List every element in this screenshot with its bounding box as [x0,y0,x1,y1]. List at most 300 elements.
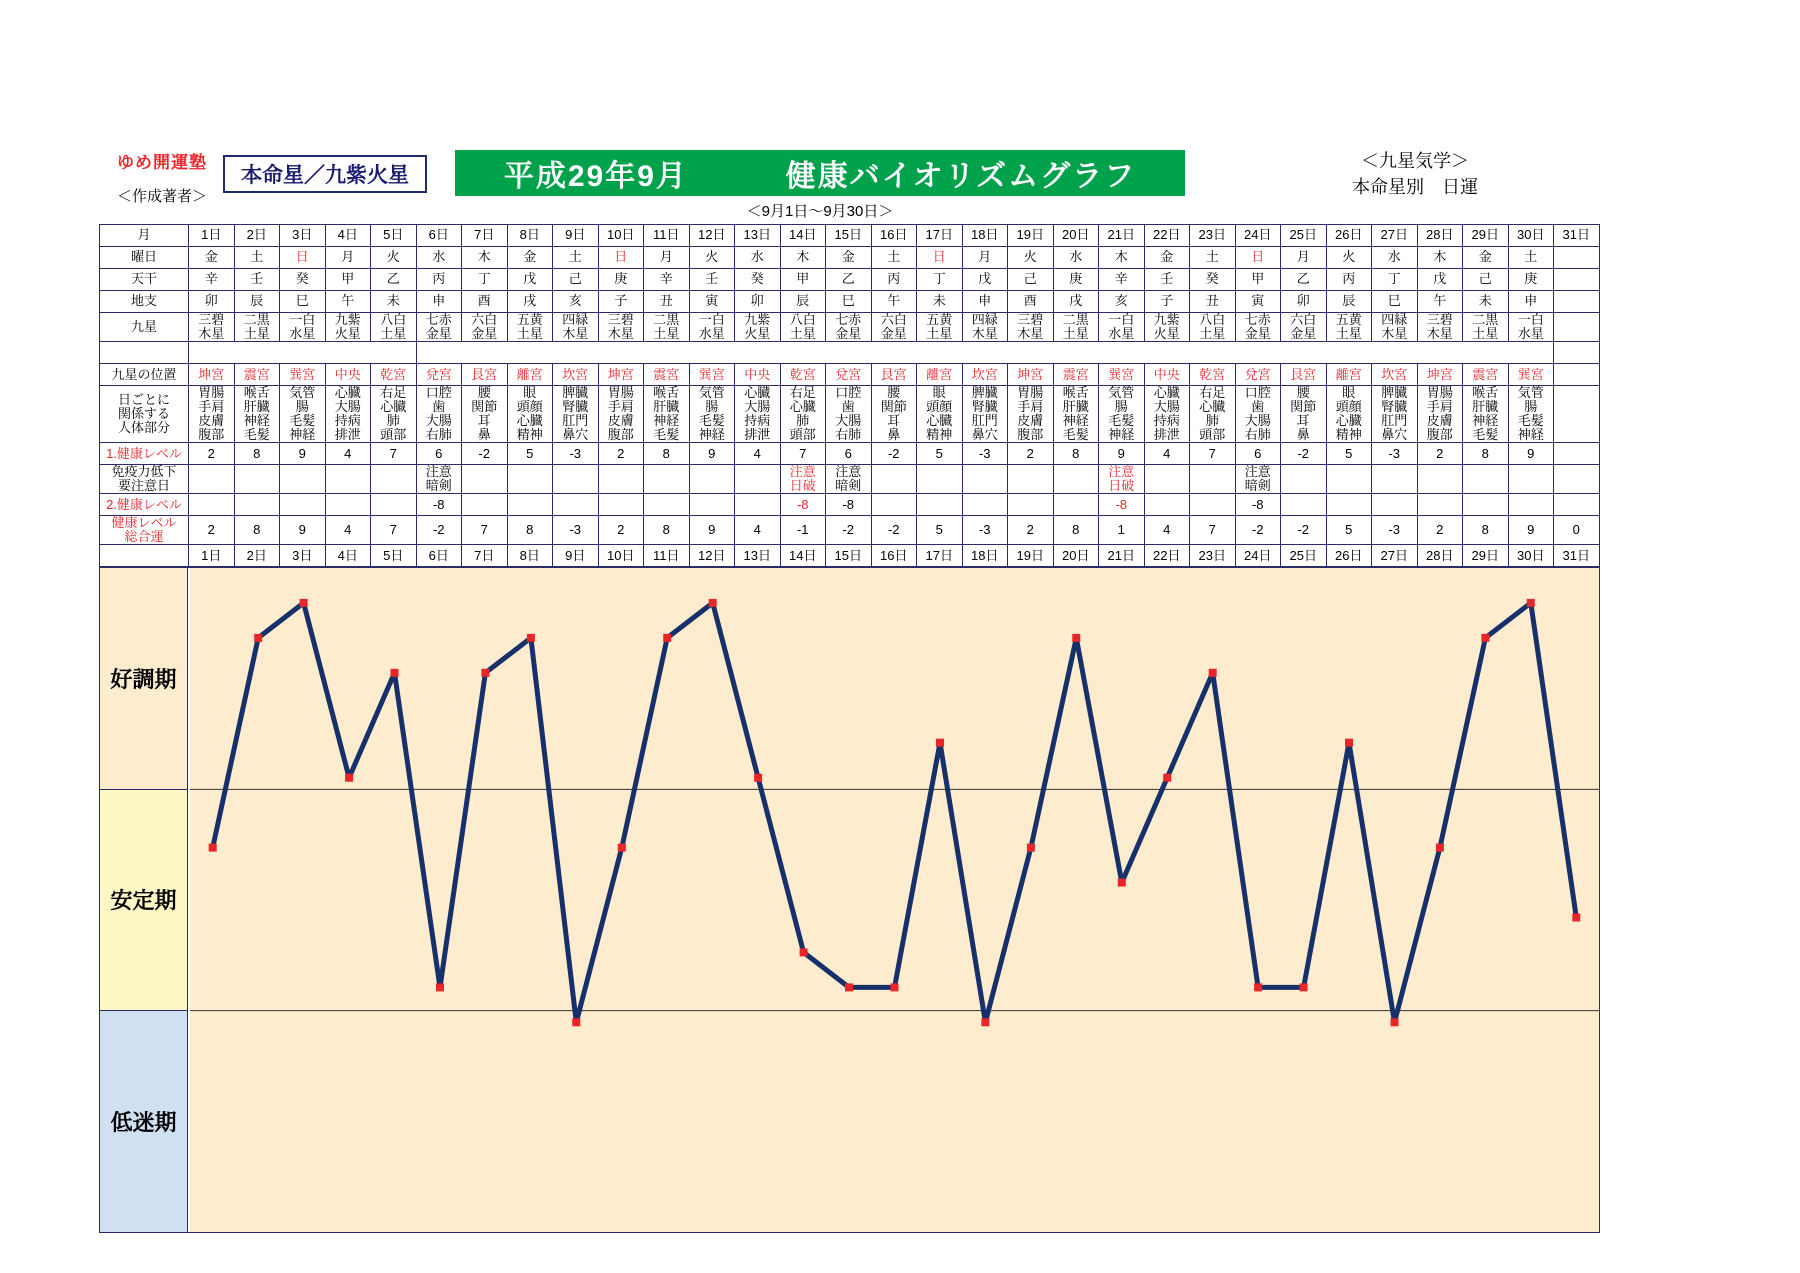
day-header: 1日 [189,225,235,247]
row-level1 [100,443,1600,465]
body-part-cell: 右足 心臓 肺 頭部 [780,386,826,443]
kyusei-cell: 二黒 土星 [1463,313,1509,342]
day-strip-cell: 9日 [553,545,599,567]
level1-cell: 8 [644,443,690,465]
chishi-cell: 午 [871,291,917,313]
day-header: 12日 [689,225,735,247]
weekday-cell: 木 [1099,247,1145,269]
tenkan-cell: 乙 [371,269,417,291]
level2-cell [462,494,508,516]
warning-cell [1144,465,1190,494]
kyusei-cell: 四緑 木星 [553,313,599,342]
level1-cell: 8 [1053,443,1099,465]
chart-point [1481,634,1489,642]
position-cell [1554,364,1600,386]
row-chishi-label: 地支 [100,291,189,313]
weekday-cell: 日 [917,247,963,269]
kyusei-cell: 一白 水星 [1508,313,1554,342]
warning-cell [280,465,326,494]
total-cell: 4 [1144,516,1190,545]
row-position [100,364,1600,386]
chart-point [345,774,353,782]
body-part-cell: 眼 頭顔 心臓 精神 [917,386,963,443]
day-header: 14日 [780,225,826,247]
row-kyusei-label: 九星 [100,313,189,342]
kyusei-cell: 二黒 土星 [1053,313,1099,342]
body-part-cell: 気管 腸 毛髪 神経 [1508,386,1554,443]
warning-cell [917,465,963,494]
day-strip-cell: 10日 [598,545,644,567]
day-strip-cell: 29日 [1463,545,1509,567]
level1-cell [1554,443,1600,465]
level2-cell [1554,494,1600,516]
level1-cell: 8 [1463,443,1509,465]
legend-note [416,342,1554,364]
level1-cell: 4 [325,443,371,465]
day-strip-cell: 2日 [234,545,280,567]
level1-cell: 7 [371,443,417,465]
day-strip-cell: 17日 [917,545,963,567]
total-cell: 8 [1053,516,1099,545]
warning-cell [1508,465,1554,494]
position-cell: 巽宮 [689,364,735,386]
kyusei-cell: 三碧 木星 [598,313,644,342]
total-cell: -1 [780,516,826,545]
total-cell: -2 [416,516,462,545]
tenkan-cell: 己 [1008,269,1054,291]
total-cell: 8 [507,516,553,545]
tenkan-cell: 庚 [1508,269,1554,291]
kyusei-cell: 六白 金星 [1281,313,1327,342]
weekday-cell: 水 [735,247,781,269]
warning-cell [1372,465,1418,494]
chart-point [527,634,535,642]
position-cell: 乾宮 [1190,364,1236,386]
kyusei-cell: 三碧 木星 [1417,313,1463,342]
total-cell: -3 [553,516,599,545]
day-header: 16日 [871,225,917,247]
day-header: 20日 [1053,225,1099,247]
weekday-cell: 木 [462,247,508,269]
row-tenkan [100,269,1600,291]
chart-point [1300,984,1308,992]
position-cell: 巽宮 [1508,364,1554,386]
weekday-cell: 火 [1326,247,1372,269]
chart-point [1254,984,1262,992]
total-cell: -2 [826,516,872,545]
body-part-cell [1554,386,1600,443]
weekday-cell: 水 [1372,247,1418,269]
level2-cell [1326,494,1372,516]
position-cell: 離宮 [1326,364,1372,386]
weekday-cell: 金 [507,247,553,269]
chart-point [754,774,762,782]
level2-cell [644,494,690,516]
row-level2-label: 2.健康レベル [100,494,189,516]
chishi-cell: 辰 [780,291,826,313]
level2-cell [917,494,963,516]
total-cell: 9 [689,516,735,545]
day-header: 2日 [234,225,280,247]
day-header: 18日 [962,225,1008,247]
chart-point [1163,774,1171,782]
warning-cell [689,465,735,494]
position-cell: 中央 [1144,364,1190,386]
chishi-cell: 丑 [1190,291,1236,313]
body-part-cell: 胃腸 手肩 皮膚 腹部 [189,386,235,443]
position-cell: 坎宮 [1372,364,1418,386]
day-strip-cell: 12日 [689,545,735,567]
level2-cell [189,494,235,516]
position-cell: 中央 [325,364,371,386]
kyusei-cell: 七赤 金星 [416,313,462,342]
day-strip-cell: 4日 [325,545,371,567]
chart-point [709,599,717,607]
weekday-cell: 火 [689,247,735,269]
chishi-cell: 酉 [1008,291,1054,313]
position-cell: 離宮 [917,364,963,386]
warning-cell [1053,465,1099,494]
chart-point [663,634,671,642]
position-cell: 坤宮 [1008,364,1054,386]
day-header: 22日 [1144,225,1190,247]
level1-cell: -3 [962,443,1008,465]
weekday-cell: 土 [1508,247,1554,269]
chishi-cell: 子 [1144,291,1190,313]
position-cell: 震宮 [1053,364,1099,386]
position-cell: 坤宮 [1417,364,1463,386]
day-header: 8日 [507,225,553,247]
level2-cell [1372,494,1418,516]
position-cell: 震宮 [644,364,690,386]
chart-point [1072,634,1080,642]
chart-point [845,984,853,992]
honmei-star-box: 本命星／九紫火星 [223,155,427,193]
row-warning [100,465,1600,494]
chart-point [891,984,899,992]
zone-label-kouchouki: 好調期 [100,568,188,789]
level2-cell: -8 [826,494,872,516]
kyusei-cell: 三碧 木星 [1008,313,1054,342]
chart-line [213,603,1577,1022]
body-part-cell: 口腔 歯 大腸 右肺 [416,386,462,443]
tenkan-cell: 丁 [917,269,963,291]
tenkan-cell: 壬 [234,269,280,291]
position-cell: 中央 [735,364,781,386]
tenkan-cell: 辛 [189,269,235,291]
weekday-cell: 金 [1144,247,1190,269]
body-part-cell: 胃腸 手肩 皮膚 腹部 [598,386,644,443]
total-cell: -2 [1235,516,1281,545]
level1-cell: 6 [826,443,872,465]
kyusei-cell: 八白 土星 [780,313,826,342]
tenkan-cell: 甲 [780,269,826,291]
kyusei-kigaku-line2: 本命星別 日運 [1352,177,1478,198]
level1-cell: 9 [689,443,735,465]
day-strip-cell: 6日 [416,545,462,567]
total-cell: 7 [462,516,508,545]
chishi-cell: 卯 [1281,291,1327,313]
chart-point [300,599,308,607]
level1-cell: -3 [553,443,599,465]
chishi-cell: 亥 [1099,291,1145,313]
kyusei-cell: 二黒 土星 [644,313,690,342]
chishi-cell: 寅 [1235,291,1281,313]
day-header: 25日 [1281,225,1327,247]
day-header: 11日 [644,225,690,247]
weekday-cell [1554,247,1600,269]
tenkan-cell: 壬 [689,269,735,291]
row-level2 [100,494,1600,516]
warning-cell [189,465,235,494]
chart-point [481,669,489,677]
row-weekday [100,247,1600,269]
chart-svg [190,568,1599,1232]
warning-cell [1008,465,1054,494]
body-part-cell: 気管 腸 毛髪 神経 [280,386,326,443]
chishi-cell: 巳 [280,291,326,313]
level1-cell: 9 [1099,443,1145,465]
kyusei-cell: 六白 金星 [462,313,508,342]
kyusei-cell: 二黒 土星 [234,313,280,342]
chart-point [1345,739,1353,747]
level2-cell: -8 [416,494,462,516]
chart-point [1209,669,1217,677]
warning-cell [507,465,553,494]
row-body-parts-label: 日ごとに 関係する 人体部分 [100,386,189,443]
weekday-cell: 木 [780,247,826,269]
row-level1-label: 1.健康レベル [100,443,189,465]
warning-cell: 注意 日破 [1099,465,1145,494]
level2-cell [1190,494,1236,516]
chishi-cell: 酉 [462,291,508,313]
chishi-cell: 寅 [689,291,735,313]
weekday-cell: 土 [553,247,599,269]
title-month: 平成29年9月 [503,160,688,193]
row-day-strip [100,545,1600,567]
kyusei-cell: 四緑 木星 [1372,313,1418,342]
row-warning-label: 免疫力低下 要注意日 [100,465,189,494]
row-body-parts [100,386,1600,443]
weekday-cell: 日 [1235,247,1281,269]
day-strip-cell: 22日 [1144,545,1190,567]
level1-cell: -2 [871,443,917,465]
body-part-cell: 喉舌 肝臓 神経 毛髪 [644,386,690,443]
total-cell: -3 [962,516,1008,545]
day-strip-cell: 23日 [1190,545,1236,567]
position-cell: 艮宮 [871,364,917,386]
position-cell: 坤宮 [189,364,235,386]
day-strip-cell: 19日 [1008,545,1054,567]
day-strip-cell: 1日 [189,545,235,567]
level1-cell: 2 [1417,443,1463,465]
warning-cell [871,465,917,494]
position-cell: 兌宮 [1235,364,1281,386]
day-strip-spacer [100,545,189,567]
chart-point [1118,879,1126,887]
kyusei-cell: 一白 水星 [1099,313,1145,342]
day-header: 7日 [462,225,508,247]
position-cell: 兌宮 [416,364,462,386]
level1-cell: 2 [189,443,235,465]
day-strip-cell: 14日 [780,545,826,567]
calendar-table [99,224,1600,567]
total-cell: 5 [1326,516,1372,545]
day-strip-cell: 13日 [735,545,781,567]
weekday-cell: 月 [1281,247,1327,269]
body-part-cell: 心臓 大腸 持病 排泄 [1144,386,1190,443]
tenkan-cell: 丙 [871,269,917,291]
chishi-cell: 戌 [1053,291,1099,313]
level2-cell [1053,494,1099,516]
position-cell: 巽宮 [1099,364,1145,386]
day-strip-cell: 25日 [1281,545,1327,567]
kyusei-cell: 一白 水星 [280,313,326,342]
row-position-label: 九星の位置 [100,364,189,386]
weekday-cell: 土 [871,247,917,269]
body-part-cell: 胃腸 手肩 皮膚 腹部 [1008,386,1054,443]
chart-point [391,669,399,677]
legend-note-spacer3 [1554,342,1600,364]
kyusei-cell: 五黄 土星 [917,313,963,342]
day-strip-cell: 16日 [871,545,917,567]
legend-note-spacer [100,342,189,364]
chart-point [572,1019,580,1027]
level1-cell: 8 [234,443,280,465]
chishi-cell: 戌 [507,291,553,313]
warning-cell [462,465,508,494]
tenkan-cell: 丙 [1326,269,1372,291]
chart-point [1436,844,1444,852]
kyusei-cell: 七赤 金星 [826,313,872,342]
warning-cell [371,465,417,494]
chishi-cell: 申 [962,291,1008,313]
kyusei-cell: 三碧 木星 [189,313,235,342]
tenkan-cell: 戊 [962,269,1008,291]
weekday-cell: 月 [644,247,690,269]
level2-cell [234,494,280,516]
day-header: 4日 [325,225,371,247]
warning-cell [1463,465,1509,494]
chishi-cell: 未 [371,291,417,313]
total-cell: 1 [1099,516,1145,545]
day-strip-cell: 18日 [962,545,1008,567]
chishi-cell: 卯 [735,291,781,313]
level1-cell: 5 [507,443,553,465]
day-strip-cell: 8日 [507,545,553,567]
body-part-cell: 脾臓 腎臓 肛門 鼻穴 [1372,386,1418,443]
chishi-cell: 巳 [1372,291,1418,313]
kyusei-cell: 九紫 火星 [1144,313,1190,342]
row-kyusei [100,313,1600,342]
level1-cell: 6 [416,443,462,465]
total-cell: 7 [371,516,417,545]
day-strip-cell: 31日 [1554,545,1600,567]
chishi-cell: 卯 [189,291,235,313]
level2-cell [553,494,599,516]
chart-point [618,844,626,852]
kyusei-cell: 五黄 土星 [507,313,553,342]
level2-cell: -8 [1235,494,1281,516]
weekday-cell: 日 [280,247,326,269]
total-cell: 2 [1008,516,1054,545]
kyusei-cell: 九紫 火星 [735,313,781,342]
level2-cell [371,494,417,516]
day-header: 27日 [1372,225,1418,247]
weekday-cell: 火 [1008,247,1054,269]
level1-cell: -3 [1372,443,1418,465]
day-strip-cell: 27日 [1372,545,1418,567]
level2-cell: -8 [1099,494,1145,516]
total-cell: 9 [280,516,326,545]
chishi-cell: 子 [598,291,644,313]
body-part-cell: 眼 頭顔 心臓 精神 [507,386,553,443]
body-part-cell: 脾臓 腎臓 肛門 鼻穴 [553,386,599,443]
total-cell: 2 [598,516,644,545]
level1-cell: 4 [735,443,781,465]
tenkan-cell: 乙 [1281,269,1327,291]
chishi-cell: 申 [416,291,462,313]
total-cell: 4 [325,516,371,545]
body-part-cell: 口腔 歯 大腸 右肺 [826,386,872,443]
day-header: 30日 [1508,225,1554,247]
weekday-cell: 木 [1417,247,1463,269]
tenkan-cell: 己 [553,269,599,291]
day-header: 23日 [1190,225,1236,247]
day-header: 29日 [1463,225,1509,247]
day-strip-cell: 11日 [644,545,690,567]
chart-point [936,739,944,747]
kyusei-cell: 五黄 土星 [1326,313,1372,342]
level2-cell [1463,494,1509,516]
position-cell: 震宮 [234,364,280,386]
tenkan-cell: 辛 [1099,269,1145,291]
day-header: 3日 [280,225,326,247]
day-strip-cell: 30日 [1508,545,1554,567]
total-cell: 2 [1417,516,1463,545]
kyusei-cell: 七赤 金星 [1235,313,1281,342]
chishi-cell: 亥 [553,291,599,313]
level1-cell: 7 [780,443,826,465]
zone-label-teimeiki: 低迷期 [100,1011,188,1232]
total-cell: 8 [644,516,690,545]
zone-label-column [100,568,188,1232]
level2-cell [598,494,644,516]
body-part-cell: 喉舌 肝臓 神経 毛髪 [1463,386,1509,443]
chart-point [209,844,217,852]
title-banner [455,150,1185,196]
kyusei-cell: 八白 土星 [1190,313,1236,342]
tenkan-cell: 庚 [1053,269,1099,291]
total-cell: 8 [234,516,280,545]
level1-cell: 5 [917,443,963,465]
warning-cell [735,465,781,494]
position-cell: 乾宮 [371,364,417,386]
kyusei-kigaku-line1: ＜九星気学＞ [1361,151,1469,171]
level2-cell [735,494,781,516]
total-cell: 8 [1463,516,1509,545]
total-cell: 7 [1190,516,1236,545]
warning-cell: 注意 日破 [780,465,826,494]
body-part-cell: 喉舌 肝臓 神経 毛髪 [234,386,280,443]
day-strip-cell: 20日 [1053,545,1099,567]
day-header: 15日 [826,225,872,247]
legend-note-spacer2 [189,342,417,364]
total-cell: 0 [1554,516,1600,545]
position-cell: 兌宮 [826,364,872,386]
level2-cell [1008,494,1054,516]
chishi-cell: 午 [325,291,371,313]
